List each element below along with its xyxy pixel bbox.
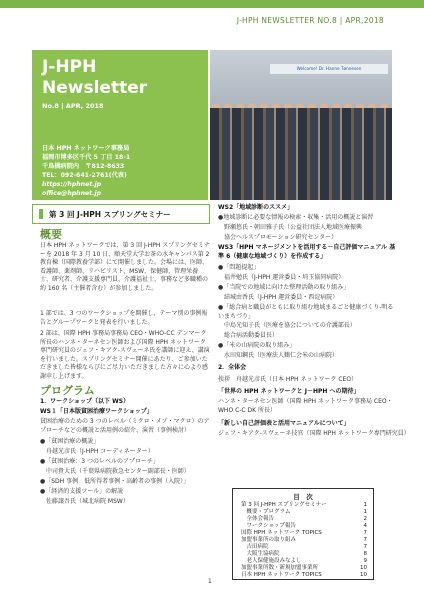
program-heading: プログラム — [40, 384, 95, 397]
overview-heading: 概要 — [40, 228, 62, 241]
ws3-item: ●「総合病と職員がともに取り組む地域まるごと健康づくり-明るいまちづり」 — [218, 304, 394, 320]
toc-row[interactable] — [241, 572, 367, 579]
photo-people — [210, 108, 392, 200]
ws1-item: ●「経済的支援ツール」の解説 — [40, 488, 124, 495]
toc-label: 日本 HPH ネットワーク TOPICS — [241, 572, 322, 578]
ws1-item: 舟越光彦氏（J-HPH コーディネーター） — [40, 448, 154, 455]
ws1-item: ●「SDH 事例 低所得者事例・高齢者の事例（入院）」 — [40, 478, 190, 485]
masthead-panel — [32, 50, 208, 200]
masthead-title-line1: J-HPH — [42, 57, 97, 77]
ws3-item: 中島光知子氏（医療を協会についての介護部長） — [218, 322, 356, 329]
table-of-contents — [232, 488, 374, 580]
toc-page: 2 — [363, 516, 367, 522]
page-number: 1 — [208, 578, 212, 585]
website-link[interactable]: https://hphnet.jp — [42, 181, 102, 188]
seminar-title-box — [32, 204, 210, 224]
toc-label: ワークショップ報告 — [241, 523, 296, 529]
running-header — [0, 8, 424, 38]
masthead-title-line2: Newsletter — [42, 78, 148, 98]
toc-label: 第 3 回 J-HPH スプリングセミナー — [241, 502, 327, 508]
toc-label: 大阪生協病院 — [241, 551, 280, 557]
toc-label: 加盟事業所数・新規加盟事業所 — [241, 565, 319, 571]
toc-row[interactable] — [241, 551, 367, 558]
program-part2: 2．全体会 — [218, 364, 247, 371]
contact-links — [42, 180, 101, 198]
overview-paragraph-3: 2 部は、国際 HPH 事務局事務局 CEO・WHO-CC デンマーク所長のハンネ・ターネセン医師および国際 HPH ネットワーク専門研究員のジェフ・キアク-スヴェーネ氏を講師に迎え、講演を行いました。スプリングセミナー開催にあたり、ご参加いただきました皆様ならびにご尽力いただきました方々に心より感謝申し上げます。 — [40, 330, 210, 380]
toc-row[interactable] — [241, 523, 367, 530]
ws3-item: ●「当院での地域に向けた整理活動の取り組み」 — [218, 284, 350, 291]
toc-page: 7 — [363, 544, 367, 550]
toc-row[interactable] — [241, 544, 367, 551]
ws3-item: ●「米の山病院の取り組み」 — [218, 342, 296, 349]
program-part1: 1．ワークショップ（以下 WS） — [40, 398, 130, 405]
office-address — [42, 144, 130, 180]
toc-row[interactable] — [241, 565, 367, 572]
ws3-item: 水田知鋼氏（医療法人鶴仁会米の山病院） — [218, 352, 339, 359]
ws1-item: 佐藤譲吾氏（城北病院 MSW） — [40, 498, 129, 505]
address-line: 日本 HPH ネットワーク事務局 — [42, 145, 130, 152]
ws2-item: ●地域診断に必要な情報の検索・収集・活用の概説と演習 — [218, 214, 374, 221]
toc-label: 加盟事業所の取り組み — [241, 537, 297, 543]
toc-page: 7 — [363, 537, 367, 543]
toc-page: 1 — [363, 502, 367, 508]
ws1-item: 中司貴大氏（千葉県病院救急センター副部長・医師） — [40, 468, 190, 475]
address-line: TEL：092-641-2761(代表) — [42, 172, 127, 179]
top-accent-bar — [0, 0, 424, 8]
toc-page: 1 — [363, 509, 367, 515]
group-photo — [210, 50, 392, 200]
photo-banner: Welcome! Dr. Hanne Tønnesen — [270, 64, 388, 74]
toc-page: 8 — [363, 551, 367, 557]
ws1-title: WS１「日本版貧困治療ワークショップ」 — [40, 408, 153, 415]
toc-title: 目 次 — [293, 493, 313, 501]
toc-label: 老人保健施設みなよし — [241, 558, 302, 564]
seminar-title: 第 3 回 J-HPH スプリングセミナー — [49, 210, 171, 219]
ws2-item: 野瀬悠氏・朝田雅子氏（公益社団法人地域医療振興 — [218, 224, 363, 231]
ws1-description: 貧困治療のための 3 つのレベル（ミクロ・メゾ・マクロ）のアプローチなどの概説と活用例の紹介、演習（事例検討） — [40, 418, 210, 434]
toc-label: 吉田病院 — [241, 544, 269, 550]
toc-row[interactable] — [241, 530, 367, 537]
ws2-title: WS2「地域診断のススメ」 — [218, 204, 294, 211]
talk1-speaker: ハンネ・ターネセン医師（国際 HPH ネットワーク事務局 CEO・WHO C-C DK 所長） — [218, 398, 393, 414]
ws3-item: 福井勉氏（J-HPH 運営委員・埼玉協同病院） — [218, 274, 345, 281]
issue-label: No.8 | APR, 2018 — [42, 102, 104, 110]
ws3-item: 総合病活動委員長） — [218, 332, 279, 339]
ws1-item: ●「貧困治療の概説」 — [40, 438, 100, 445]
ws2-item: 協会ヘルスプロモーション研究センター） — [218, 234, 338, 241]
talk2-title: 「新しい自己評価表と活用マニュアルについて」 — [218, 420, 350, 427]
title-accent — [39, 209, 43, 219]
toc-row[interactable] — [241, 516, 367, 523]
toc-label: 概要・プログラム — [241, 509, 291, 515]
ws3-title: WS3「HPH マネージメントを活用する－自己評価マニュアル 基準 6（健康な地域づくり）を作成する」 — [218, 244, 396, 260]
toc-row[interactable] — [241, 537, 367, 544]
toc-page: 10 — [360, 572, 367, 578]
greeting-line: 挨拶 舟越光彦氏（日本 HPH ネットワーク CEO） — [218, 376, 358, 383]
toc-label: 国際 HPH ネットワーク TOPICS — [241, 530, 322, 536]
running-title: J-HPH NEWSLETTER NO.8 | APR,2018 — [236, 16, 384, 25]
toc-page: 10 — [360, 565, 367, 571]
ws3-item: ●「問題提起」 — [218, 264, 260, 271]
address-line: 福岡市博多区千代 5 丁目 18-1 — [42, 154, 131, 161]
talk2-speaker: ジェフ・キアク-スヴェーネ技官（国際 HPH ネットワーク専門研究員） — [218, 430, 410, 437]
toc-page: 9 — [363, 558, 367, 564]
ws1-item: ●「貧困治療：3 つのレベルのアプローチ」 — [40, 458, 159, 465]
overview-paragraph-2: 1 部では、3 つのワークショップを開催し、テーマ別の事例報告とグループワークと発表を行いました。 — [40, 310, 208, 326]
toc-page: 4 — [363, 523, 367, 529]
overview-paragraph-1: 日本 HPH ネットワークでは、第 3 回 J-HPH スプリングセミナーを 2018 年 3 月 10 日、順天堂大学お茶の水キャンパス第 2 教育棟（国際教養学部）にて開催しました。会場には、医師、看護師、薬剤師、リハビリスト、MSW、保健師、管理栄養士、研究者、介護支援専門員、介護福祉士、事務など多職種の約 160 名（主催者含む）が参加しました。 — [40, 242, 210, 292]
talk1-title: 「世界の HPH ネットワークと J－HPH への期待」 — [218, 388, 360, 395]
toc-row[interactable] — [241, 502, 367, 509]
toc-row[interactable] — [241, 558, 367, 565]
email-link[interactable]: office@hphnet.jp — [42, 190, 102, 197]
toc-label: 全体会報告 — [241, 516, 275, 522]
toc-row[interactable] — [241, 509, 367, 516]
toc-page: 7 — [363, 530, 367, 536]
ws3-item: 結城由香氏（J-HPH 運営委員・西淀病院） — [218, 294, 339, 301]
address-line: 千鳥橋病院内 〒812-8633 — [42, 163, 125, 170]
